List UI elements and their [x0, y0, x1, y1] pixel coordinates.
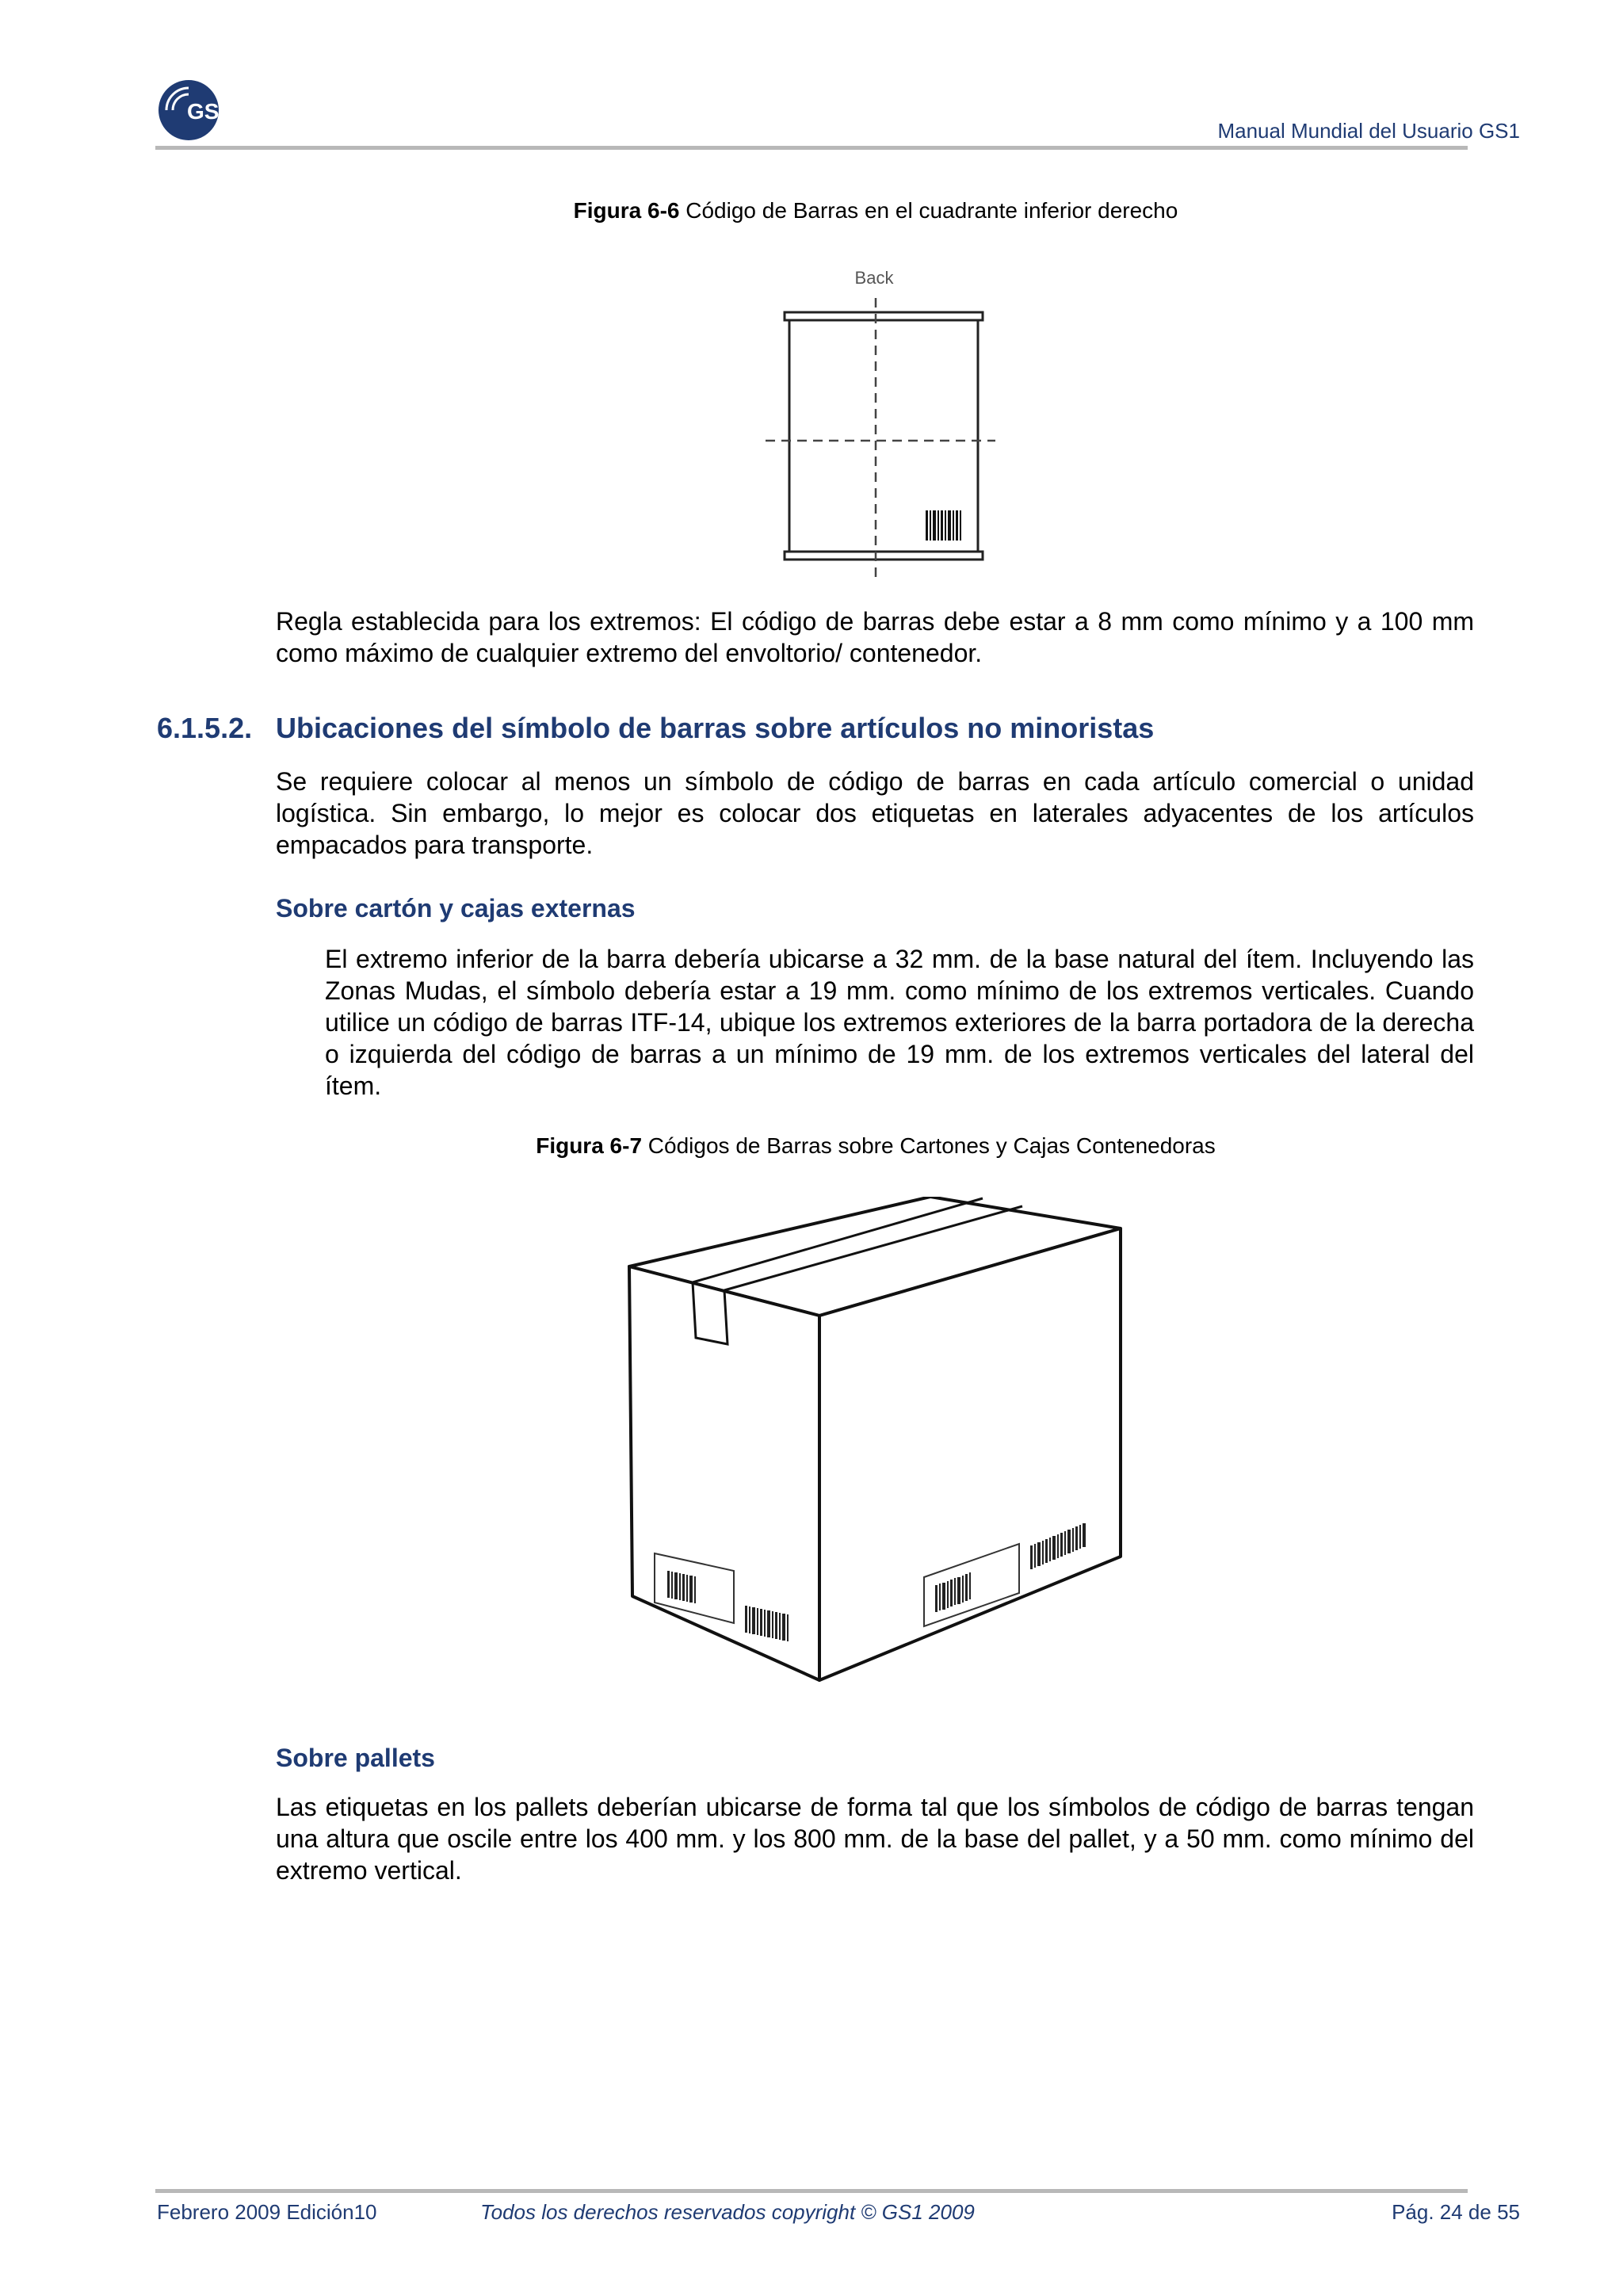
footer-right: Pág. 24 de 55 [1392, 2200, 1520, 2224]
header-rule [155, 146, 1468, 150]
paragraph-extremos: Regla establecida para los extremos: El código de barras debe estar a 8 mm como mínimo y a 100 mm como máximo de cualquier extremo del envoltorio/ contenedor. [276, 607, 1474, 667]
back-label: Back [854, 268, 894, 288]
figure-6-7-caption [0, 1133, 1623, 1159]
footer-rule [155, 2189, 1468, 2193]
figure-6-6-caption [0, 198, 1623, 223]
header-title: Manual Mundial del Usuario GS1 [1217, 119, 1520, 143]
figure-6-6-caption-text: Código de Barras en el cuadrante inferior derecho [679, 198, 1178, 223]
figure-6-6-image [761, 266, 1014, 591]
carton-heading: Sobre cartón y cajas externas [276, 894, 636, 923]
footer-center: Todos los derechos reservados copyright © GS1 2009 [480, 2200, 975, 2224]
pallets-heading: Sobre pallets [276, 1744, 435, 1772]
can-bottom-rim [785, 552, 983, 560]
figure-6-6-label: Figura 6-6 [573, 198, 680, 223]
figure-6-7-caption-text: Códigos de Barras sobre Cartones y Cajas Contenedoras [642, 1133, 1216, 1158]
pallets-text: Las etiquetas en los pallets deberían ubicarse de forma tal que los símbolos de código de barras tengan una altura que oscile entre los 400 mm. y los 800 mm. de la base del pallet, y a 50 mm. como mínimo del extremo vertical. [276, 1793, 1474, 1885]
logo-text: GS1 [187, 99, 231, 124]
section-intro: Se requiere colocar al menos un símbolo de código de barras en cada artículo comercial o unidad logística. Sin embargo, lo mejor es colocar dos etiquetas en laterales adyacentes de los artículos empacados para transporte. [276, 767, 1474, 859]
section-number: 6.1.5.2. [157, 712, 253, 744]
footer-left: Febrero 2009 Edición10 [157, 2200, 377, 2224]
gs1-logo [155, 78, 231, 143]
figure-6-7-label: Figura 6-7 [536, 1133, 643, 1158]
section-title: Ubicaciones del símbolo de barras sobre artículos no minoristas [276, 712, 1155, 744]
carton-text: El extremo inferior de la barra debería ubicarse a 32 mm. de la base natural del ítem. Incluyendo las Zonas Mudas, el símbolo debería estar a 19 mm. como mínimo de los extremos verticales. Cuando utilice un código de barras ITF-14, ubique los extremos exteriores de la barra portadora de la derecha o izquierda del código de barras a un mínimo de 19 mm. de los extremos verticales del lateral del ítem. [325, 945, 1474, 1100]
figure-6-7-image [618, 1197, 1141, 1704]
